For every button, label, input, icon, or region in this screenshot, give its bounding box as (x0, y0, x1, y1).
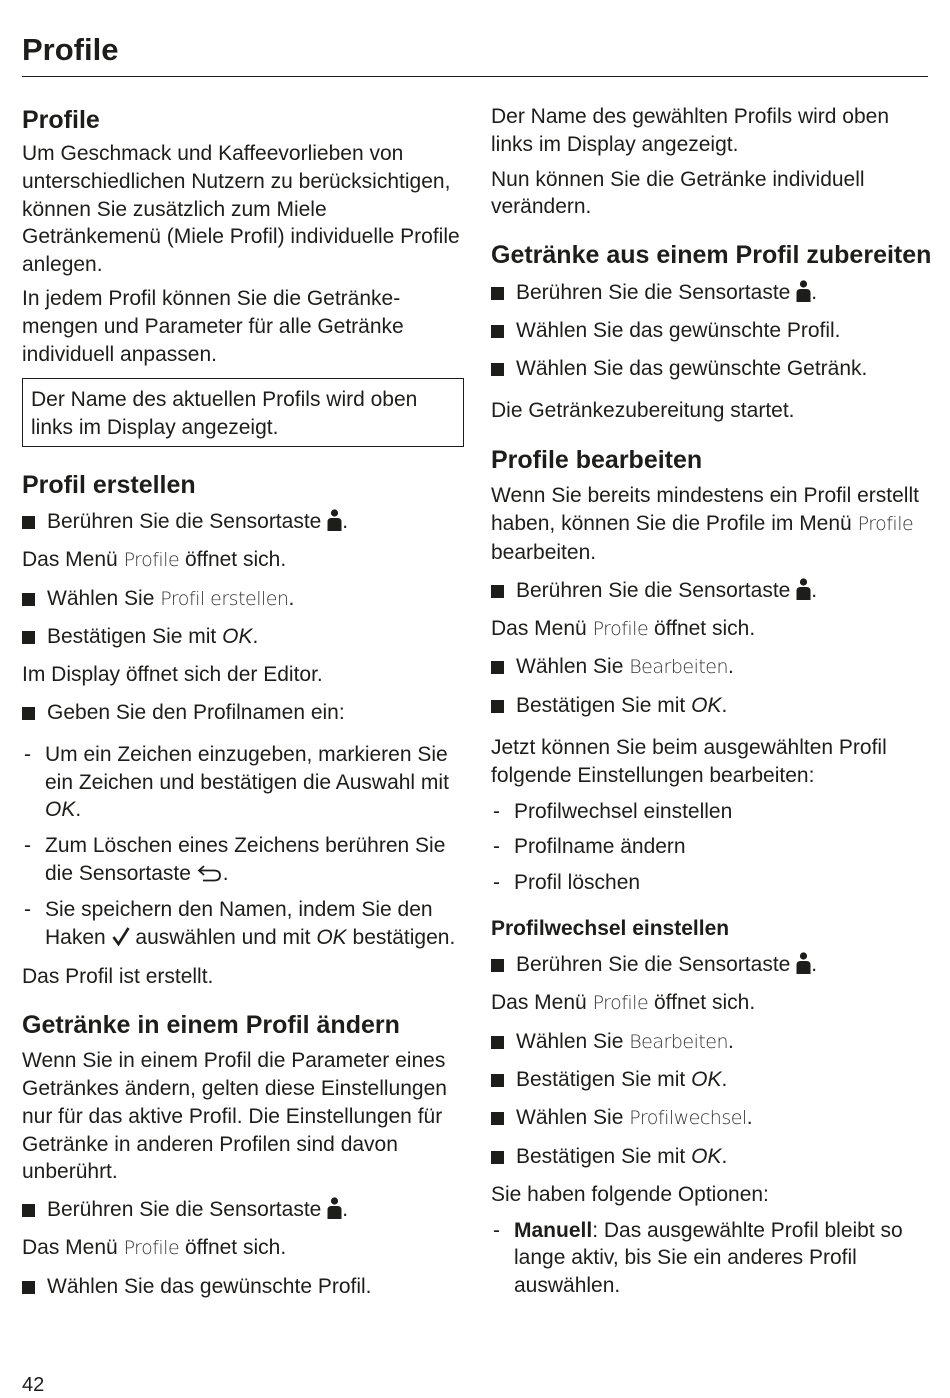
editor-opens-text: Im Display öffnet sich der Editor. (22, 663, 323, 687)
page-title: Profile (22, 32, 119, 67)
bullet-square-icon (491, 661, 504, 674)
menu-opens-text: Das Menü Profile öffnet sich. (491, 616, 756, 640)
step-select-switch: Wählen Sie Profilwechsel. (491, 1104, 936, 1133)
step-touch-sensor: Berühren Sie die Sensortaste . (491, 279, 936, 307)
option-item: - Profil löschen (493, 871, 641, 895)
menu-opens-text: Das Menü Profile öffnet sich. (22, 1235, 287, 1259)
step-touch-sensor: Berühren Sie die Sensortaste . (22, 508, 464, 536)
bullet-square-icon (491, 585, 504, 598)
step-confirm: Bestätigen Sie mit OK. (491, 692, 936, 720)
left-column (22, 100, 464, 1301)
bullet-square-icon (491, 1036, 504, 1049)
menu-item-name: Profil erstellen (160, 587, 289, 610)
step-select-create: Wählen Sie Profil erstellen. (22, 585, 464, 614)
step-enter-name: Geben Sie den Profilnamen ein: (22, 699, 464, 727)
bullet-square-icon (22, 593, 35, 606)
intro-paragraph-2: In jedem Profil können Sie die Getränkemengen und Parameter für alle Getränke individuell anpassen. (22, 286, 404, 366)
menu-name: Profile (123, 548, 180, 571)
step-select-drink: Wählen Sie das gewünschte Getränk. (491, 355, 936, 383)
step-confirm: Bestätigen Sie mit OK. (22, 623, 464, 651)
prep-starts-text: Die Getränkezubereitung startet. (491, 398, 795, 422)
bullet-square-icon (491, 287, 504, 300)
dash-item: - Sie speichern den Namen, indem Sie den Haken auswählen und mit OK bestätigen. (24, 897, 456, 949)
menu-item-name: Bearbeiten (629, 656, 729, 679)
now-change-text: Nun können Sie die Getränke individuell verändern. (491, 167, 865, 219)
bullet-square-icon (491, 1112, 504, 1125)
dash-item: - Um ein Zeichen einzugeben, markieren Sie ein Zeichen und bestätigen die Auswahl mit OK. (24, 742, 449, 822)
step-select-profile: Wählen Sie das gewünschte Profil. (491, 317, 936, 345)
step-select-profile: Wählen Sie das gewünschte Profil. (22, 1273, 464, 1301)
step-touch-sensor: Berühren Sie die Sensortaste . (22, 1196, 464, 1224)
bullet-square-icon (22, 1204, 35, 1217)
info-note-box (22, 378, 464, 447)
person-icon (796, 952, 811, 974)
menu-name: Profile (123, 1236, 180, 1259)
profile-created-text: Das Profil ist erstellt. (22, 965, 214, 989)
bullet-square-icon (491, 700, 504, 713)
section-heading-create: Profil erstellen (22, 470, 196, 499)
menu-opens-text: Das Menü Profile öffnet sich. (491, 990, 756, 1014)
options-intro-text: Sie haben folgende Optionen: (491, 1182, 769, 1206)
section-heading-prepare: Getränke aus einem Profil zubereiten (491, 241, 932, 270)
dash-item: - Zum Löschen eines Zeichens berühren Sie die Sensortaste . (24, 834, 446, 885)
person-icon (796, 280, 811, 302)
change-drinks-paragraph: Wenn Sie in einem Profil die Parameter eines Getränkes ändern, gelten diese Einstellungen nur für das aktive Profil. Die Einstellungen für Getränke in anderen Profilen sind davon unberührt. (22, 1049, 447, 1184)
bullet-square-icon (22, 1281, 35, 1294)
bullet-square-icon (491, 1074, 504, 1087)
person-icon (327, 509, 342, 531)
bullet-square-icon (491, 325, 504, 338)
menu-name: Profile (857, 513, 914, 536)
right-column (491, 100, 936, 1300)
menu-item-name: Profilwechsel (629, 1107, 747, 1130)
menu-name: Profile (592, 991, 649, 1014)
section-heading-profile: Profile (22, 106, 100, 134)
step-text: Berühren Sie die Sensortaste (47, 509, 322, 533)
header-divider (22, 76, 928, 77)
bullet-square-icon (491, 363, 504, 376)
bullet-square-icon (491, 959, 504, 972)
step-select-edit: Wählen Sie Bearbeiten. (491, 1028, 936, 1057)
name-shown-text: Der Name des gewählten Profils wird oben links im Display angezeigt. (491, 105, 890, 156)
option-item: - Profilname ändern (493, 835, 686, 859)
menu-item-name: Bearbeiten (629, 1030, 729, 1053)
section-heading-change-drinks: Getränke in einem Profil ändern (22, 1011, 400, 1040)
subsection-heading-switch: Profilwechsel einstellen (491, 916, 730, 940)
bullet-square-icon (22, 631, 35, 644)
step-confirm: Bestätigen Sie mit OK. (491, 1066, 936, 1094)
checkmark-icon (112, 926, 130, 946)
bullet-square-icon (22, 516, 35, 529)
menu-opens-text: Das Menü Profile öffnet sich. (22, 547, 287, 571)
settings-intro-text: Jetzt können Sie beim ausgewählten Profil folgende Einstellungen bearbeiten: (491, 735, 887, 787)
back-arrow-icon (197, 864, 223, 882)
section-heading-edit: Profile bearbeiten (491, 446, 703, 475)
step-touch-sensor: Berühren Sie die Sensortaste . (491, 577, 936, 605)
person-icon (796, 578, 811, 600)
edit-intro-paragraph: Wenn Sie bereits mindestens ein Profil erstellt haben, können Sie die Profile im Menü Profile bearbeiten. (491, 484, 919, 564)
person-icon (327, 1197, 342, 1219)
note-text: Der Name des aktuellen Profils wird oben links im Display angezeigt. (31, 388, 418, 440)
step-touch-sensor: Berühren Sie die Sensortaste . (491, 951, 936, 979)
menu-name: Profile (592, 617, 649, 640)
intro-paragraph: Um Geschmack und Kaffeevorlieben von unterschiedlichen Nutzern zu berücksichtigen, können Sie zusätzlich zum Miele Getränkemenü (Miele Profil) individuelle Profile anlegen. (22, 142, 460, 277)
step-confirm: Bestätigen Sie mit OK. (491, 1143, 936, 1171)
option-item-manual: - Manuell: Das ausgewählte Profil bleibt so lange aktiv, bis Sie ein anderes Profil auswählen. (493, 1218, 903, 1298)
bullet-square-icon (22, 707, 35, 720)
page-number: 42 (22, 1374, 45, 1396)
step-select-edit: Wählen Sie Bearbeiten. (491, 653, 936, 682)
option-item: - Profilwechsel einstellen (493, 799, 733, 823)
bullet-square-icon (491, 1151, 504, 1164)
